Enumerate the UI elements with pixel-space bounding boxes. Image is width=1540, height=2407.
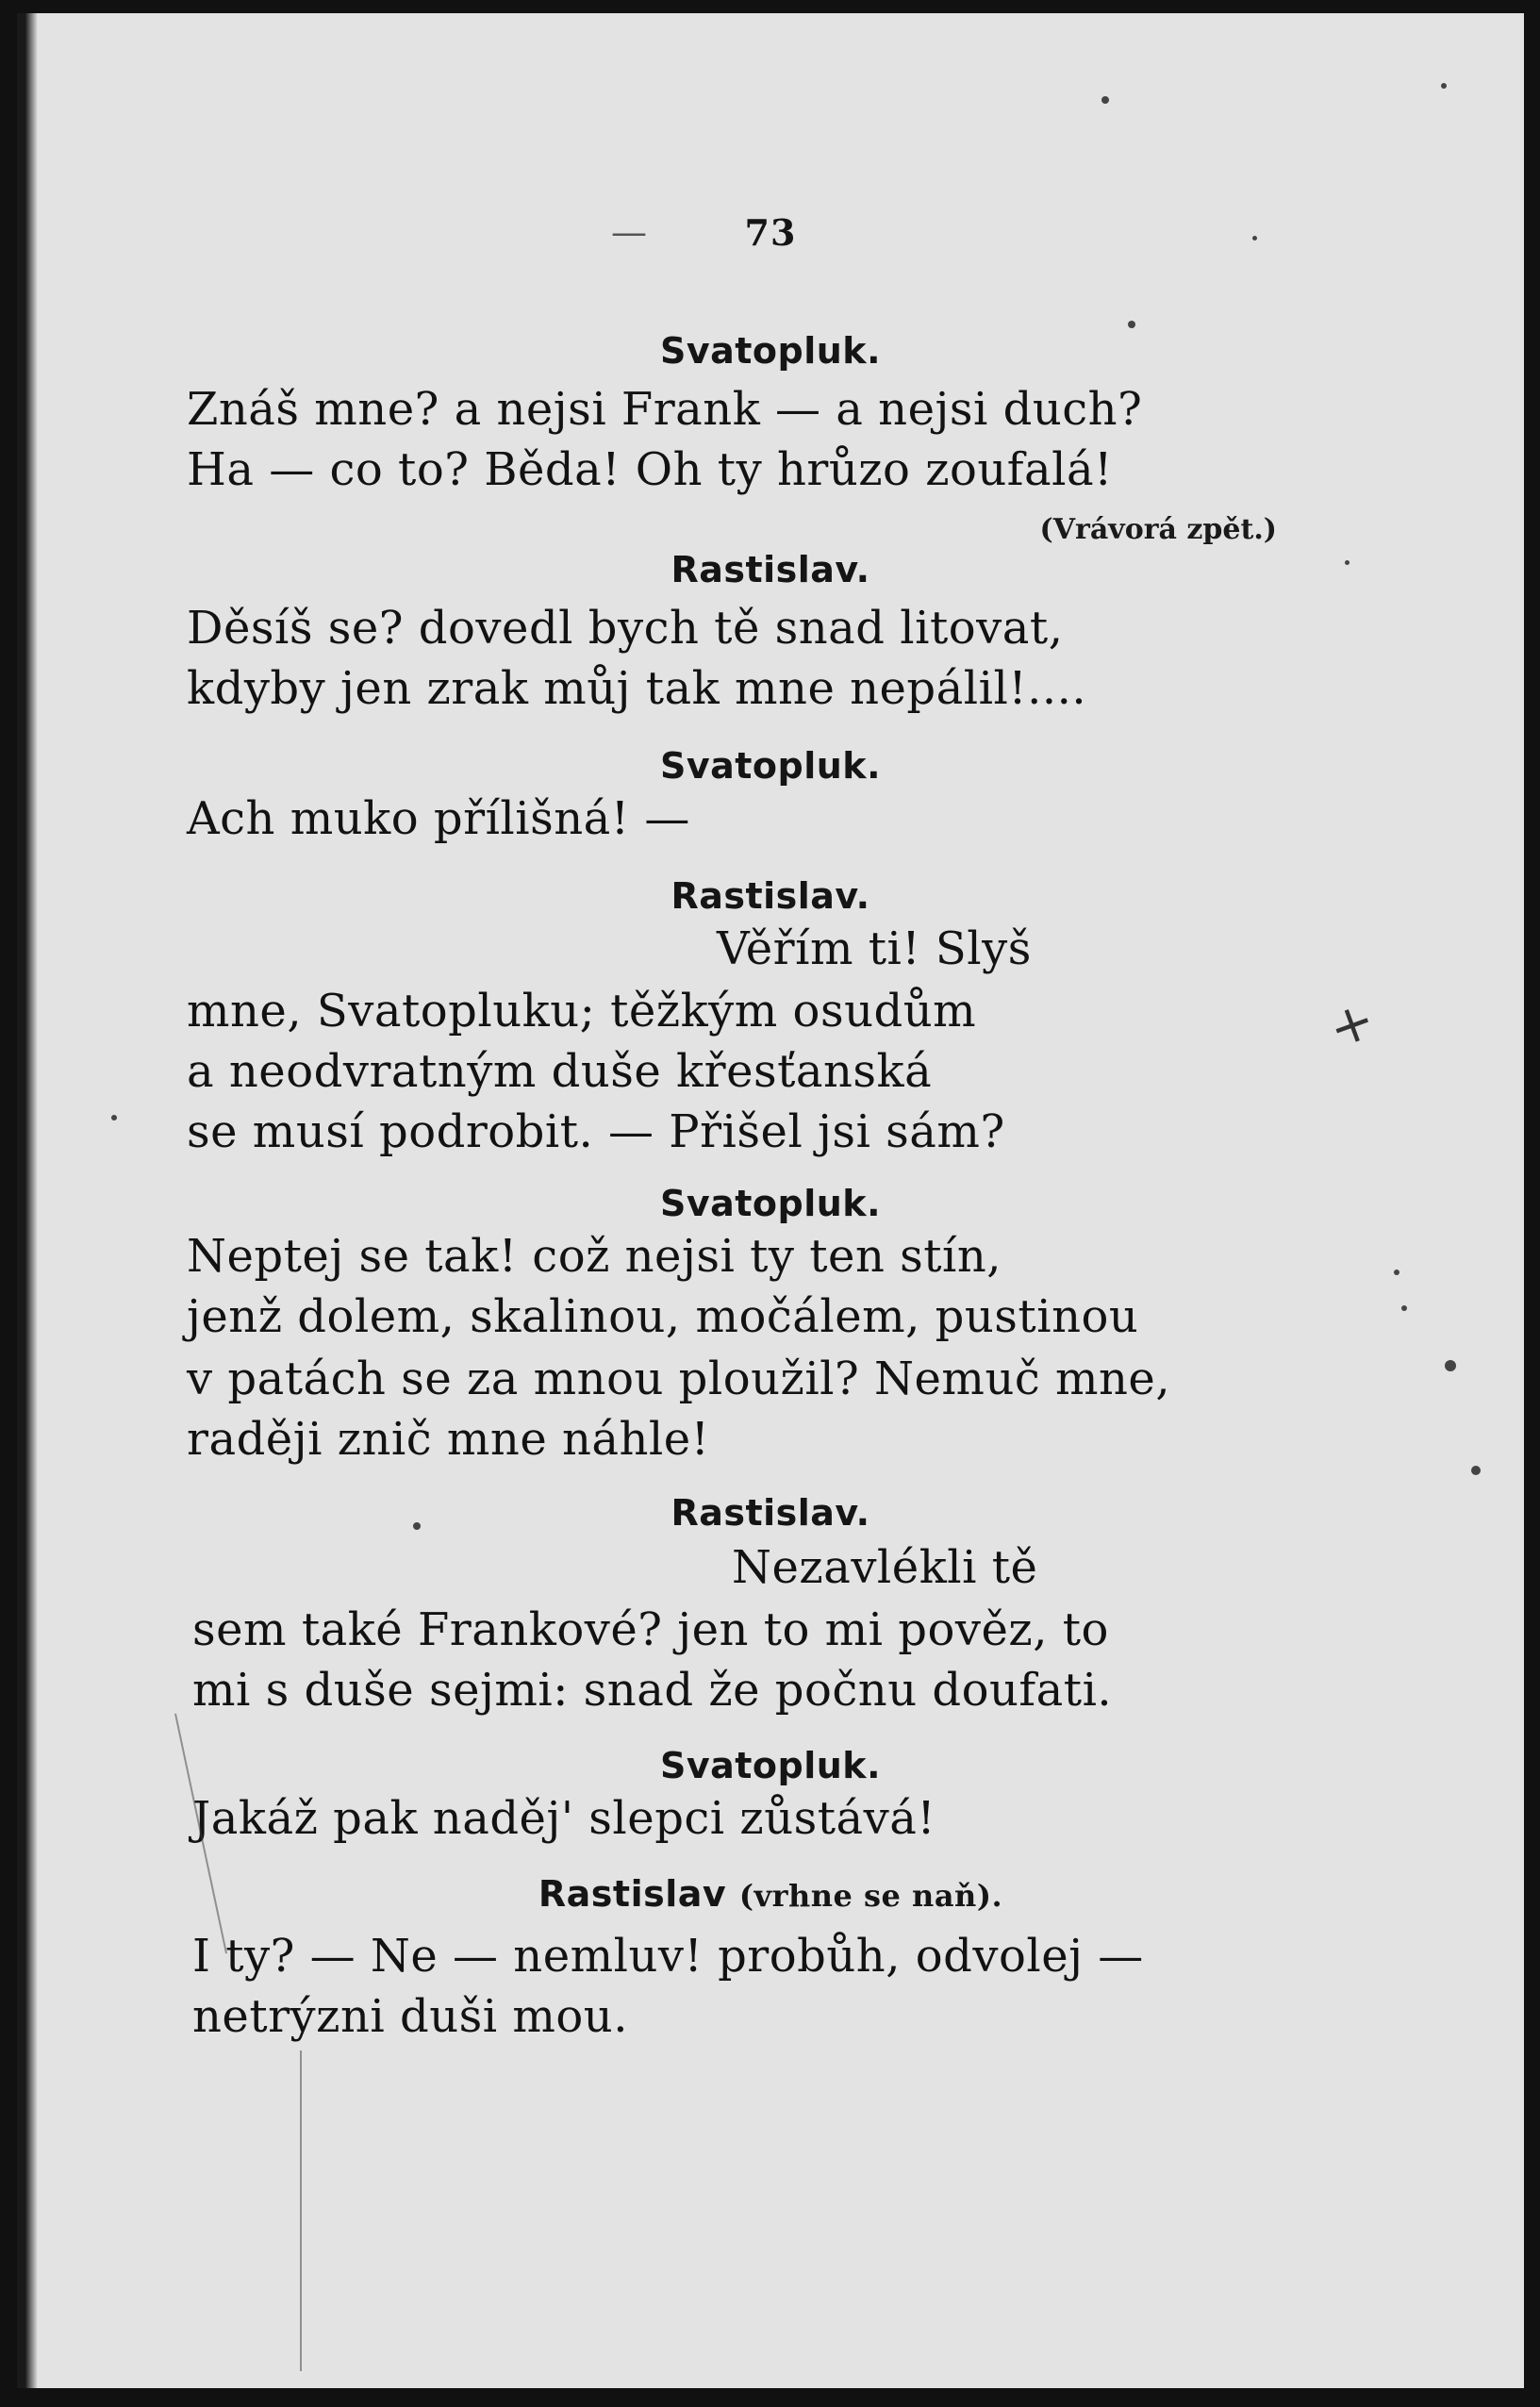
- scan-speck: [1441, 83, 1447, 89]
- verse-line: mi s duše sejmi: snad že počnu doufati.: [192, 1664, 1113, 1717]
- verse-line: kdyby jen zrak můj tak mne nepálil!....: [187, 662, 1087, 715]
- speaker-name: Rastislav.: [671, 549, 870, 590]
- verse-line: netrýzni duši mou.: [192, 1990, 628, 2043]
- speaker-name: Svatopluk.: [659, 1745, 882, 1786]
- verse-line: a neodvratným duše křesťanská: [187, 1045, 933, 1098]
- speaker-direction: (vrhne se naň).: [738, 1878, 1003, 1914]
- verse-line: Jakáž pak naděj' slepci zůstává!: [192, 1792, 936, 1845]
- verse-line: Ha — co to? Běda! Oh ty hrůzo zoufalá!: [187, 443, 1113, 496]
- stage-direction: (Vrávorá zpět.): [1039, 513, 1277, 546]
- page-number: [17, 211, 1524, 254]
- speaker-name: Rastislav.: [671, 875, 870, 917]
- verse-line: Nezavlékli tě: [732, 1541, 1038, 1594]
- scan-speck: [1401, 1305, 1407, 1311]
- speaker-name: Svatopluk.: [659, 330, 882, 372]
- speaker-name-text: Rastislav: [538, 1873, 727, 1915]
- scan-speck: [1394, 1270, 1399, 1275]
- verse-line: Děsíš se? dovedl bych tě snad litovat,: [187, 602, 1064, 655]
- verse-line: Neptej se tak! což nejsi ty ten stín,: [187, 1230, 1002, 1283]
- speaker-name: Svatopluk.: [659, 1183, 882, 1224]
- scan-speck: [1101, 96, 1109, 104]
- speaker-name: [17, 1873, 1524, 1915]
- verse-line: jenž dolem, skalinou, močálem, pustinou: [187, 1290, 1139, 1343]
- verse-line: se musí podrobit. — Přišel jsi sám?: [187, 1105, 1005, 1158]
- scan-speck: [1252, 236, 1257, 241]
- scan-scratch: [300, 2050, 302, 2371]
- verse-line: raději znič mne náhle!: [187, 1413, 710, 1466]
- verse-line: sem také Frankové? jen to mi pověz, to: [192, 1603, 1109, 1656]
- scan-speck: [413, 1522, 421, 1530]
- header-dash: —: [611, 211, 648, 253]
- verse-line: mne, Svatopluku; těžkým osudům: [187, 985, 977, 1038]
- book-page: [17, 13, 1524, 2388]
- verse-line: I ty? — Ne — nemluv! probůh, odvolej —: [192, 1930, 1144, 1983]
- speaker-name: Rastislav.: [671, 1492, 870, 1534]
- scan-speck: [1345, 560, 1350, 565]
- scan-speck: [1471, 1466, 1481, 1475]
- handwritten-margin-mark: +: [1320, 988, 1383, 1062]
- verse-line: v patách se za mnou ploužil? Nemuč mne,: [187, 1353, 1171, 1405]
- speaker-name: Svatopluk.: [659, 745, 882, 787]
- verse-line: Znáš mne? a nejsi Frank — a nejsi duch?: [187, 383, 1143, 436]
- verse-line: Věřím ti! Slyš: [717, 922, 1032, 975]
- scan-speck: [1445, 1360, 1456, 1371]
- page-number-text: 73: [744, 211, 797, 254]
- verse-line: Ach muko přílišná! —: [187, 792, 690, 845]
- scan-speck: [111, 1115, 117, 1120]
- scan-speck: [1128, 321, 1135, 328]
